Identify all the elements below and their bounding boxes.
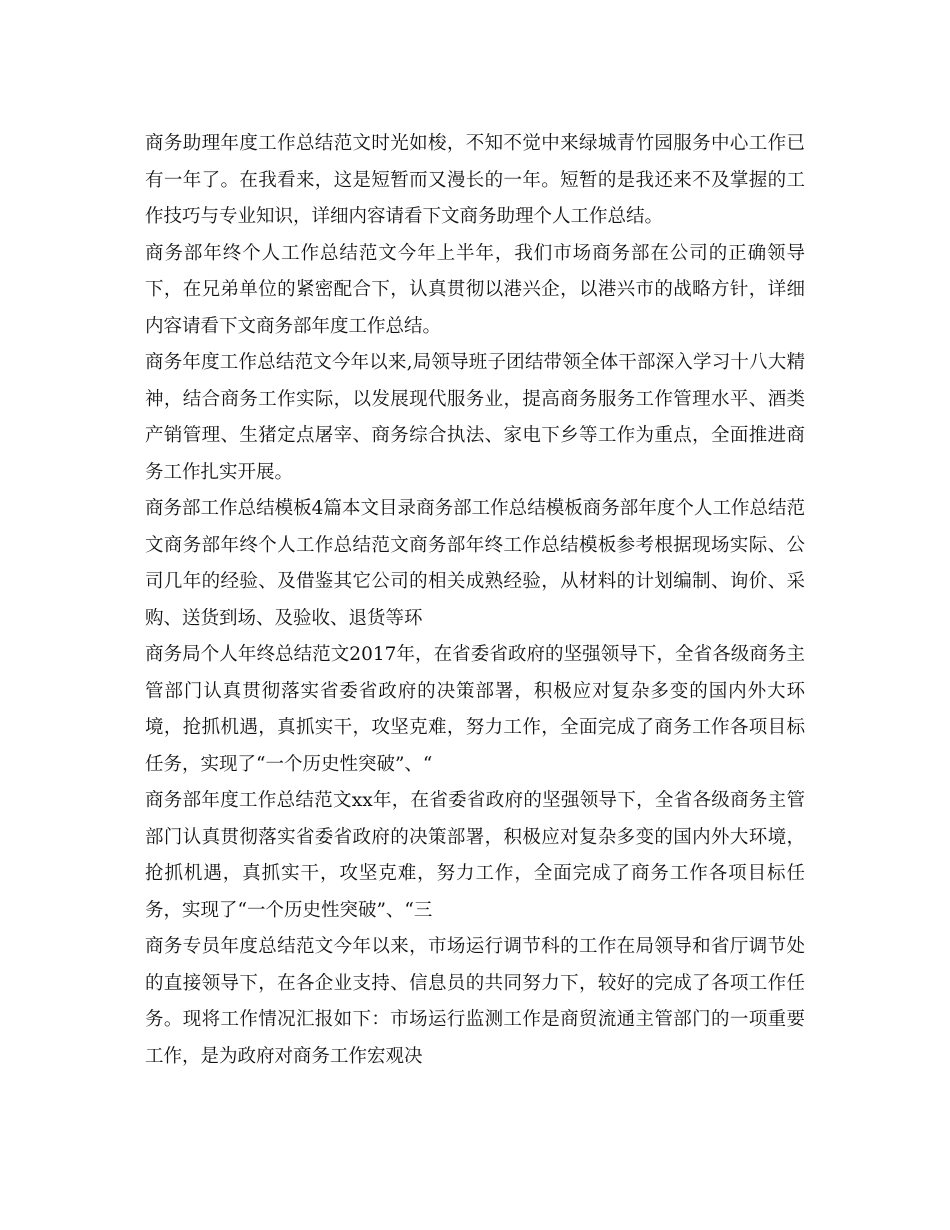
paragraph-business-bureau-personal-summary: 商务局个人年终总结范文2017年，在省委省政府的坚强领导下，全省各级商务主管部门认真贯彻落实省委省政府的决策部署，积极应对复杂多变的国内外大环境，抢抓机遇，真抓实干，攻坚克难，努力工作，全面完成了商务工作各项目标任务，实现了“一个历史性突破”、“ xyxy=(145,644,805,775)
paragraph-business-dept-annual-summary: 商务部年度工作总结范文xx年，在省委省政府的坚强领导下，全省各级商务主管部门认真贯彻落实省委省政府的决策部署，积极应对复杂多变的国内外大环境，抢抓机遇，真抓实干，攻坚克难，努力工作，全面完成了商务工作各项目标任务，实现了“一个历史性突破”、“三 xyxy=(145,790,805,921)
document-body xyxy=(145,126,805,1075)
paragraph-business-specialist-summary: 商务专员年度总结范文今年以来，市场运行调节科的工作在局领导和省厅调节处的直接领导下，在各企业支持、信息员的共同努力下，较好的完成了各项工作任务。现将工作情况汇报如下：市场运行监测工作是商贸流通主管部门的一项重要工作，是为政府对商务工作宏观决 xyxy=(145,936,805,1067)
paragraph-business-annual-summary: 商务年度工作总结范文今年以来,局领导班子团结带领全体干部深入学习十八大精神，结合商务工作实际，以发展现代服务业，提高商务服务工作管理水平、酒类产销管理、生猪定点屠宰、商务综合执法、家电下乡等工作为重点，全面推进商务工作扎实开展。 xyxy=(145,352,805,483)
paragraph-business-assistant-summary: 商务助理年度工作总结范文时光如梭，不知不觉中来绿城青竹园服务中心工作已有一年了。在我看来，这是短暂而又漫长的一年。短暂的是我还来不及掌握的工作技巧与专业知识，详细内容请看下文商务助理个人工作总结。 xyxy=(145,133,805,227)
paragraph-business-dept-template: 商务部工作总结模板4篇本文目录商务部工作总结模板商务部年度个人工作总结范文商务部年终个人工作总结范文商务部年终工作总结模板参考根据现场实际、公司几年的经验、及借鉴其它公司的相关成熟经验，从材料的计划编制、询价、采购、送货到场、及验收、退货等环 xyxy=(145,498,805,629)
paragraph-business-dept-year-end-summary: 商务部年终个人工作总结范文今年上半年，我们市场商务部在公司的正确领导下，在兄弟单位的紧密配合下，认真贯彻以港兴企，以港兴市的战略方针，详细内容请看下文商务部年度工作总结。 xyxy=(145,242,805,337)
